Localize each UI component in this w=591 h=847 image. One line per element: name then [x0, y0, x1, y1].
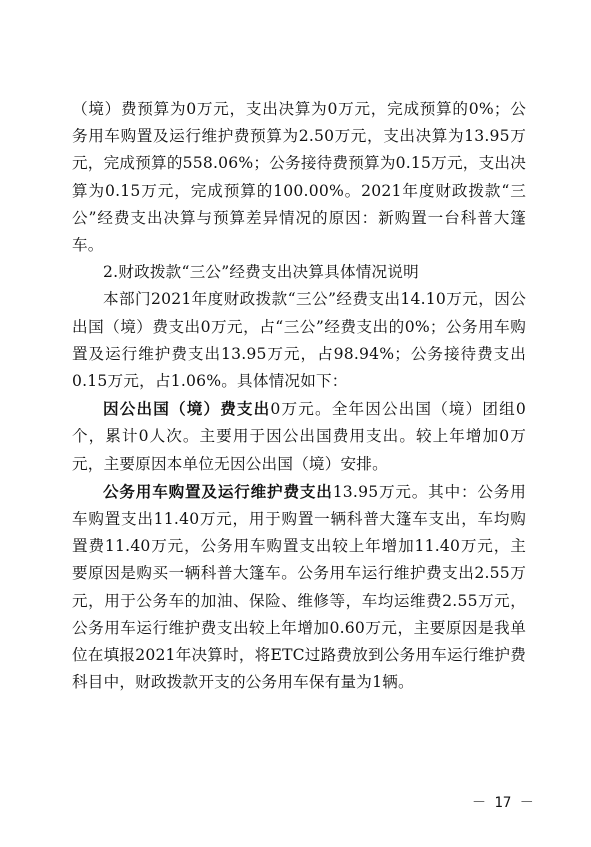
bold-lead-text: 公务用车购置及运行维护费支出: [103, 481, 333, 501]
paragraph-text: 13.95万元。其中：公务用车购置支出11.40万元，用于购置一辆科普大篷车支出，车均购置费11.40万元，公务用车购置支出较上年增加11.40万元，主要原因是购买一辆科普大篷车。公务用车运行维护费支出2.55万元，用于公务车的加油、保险、维修等，车均运维费2.55万元，公务用车运行维护费支出较上年增加0.60万元，主要原因是我单位在填报2021年决算时，将ETC过路费放到公务用车运行维护费科目中，财政拨款开支的公务用车保有量为1辆。: [72, 482, 526, 692]
paragraph-text: 0万元。全年因公出国（境）团组0个，累计0人次。主要用于因公出国费用支出。较上年增加0万元，主要原因本单位无因公出国（境）安排。: [72, 400, 526, 473]
section-heading: [72, 259, 526, 286]
paragraph-text: 本部门2021年度财政拨款“三公”经费支出14.10万元，因公出国（境）费支出0万元，占“三公”经费支出的0%；公务用车购置及运行维护费支出13.95万元，占98.94%；公务接待费支出0.15万元，占1.06%。具体情况如下：: [72, 290, 526, 391]
page-number: － 17 －: [472, 795, 534, 811]
bold-lead-text: 因公出国（境）费支出: [103, 399, 271, 419]
paragraph-budget-summary: [72, 96, 526, 259]
paragraph-text: （境）费预算为0万元，支出决算为0万元，完成预算的0%；公务用车购置及运行维护费预算为2.50万元，支出决算为13.95万元，完成预算的558.06%；公务接待费预算为0.15万元，支出决算为0.15万元，完成预算的100.00%。2021年度财政拨款“三公”经费支出决算与预算差异情况的原因：新购置一台科普大篷车。: [72, 100, 526, 255]
paragraph-expenditure-overview: [72, 286, 526, 395]
document-body: [72, 96, 526, 696]
paragraph-overseas-travel: [72, 395, 526, 478]
section-heading-text: 2.财政拨款“三公”经费支出决算具体情况说明: [103, 263, 419, 282]
paragraph-vehicle-expenses: [72, 478, 526, 697]
